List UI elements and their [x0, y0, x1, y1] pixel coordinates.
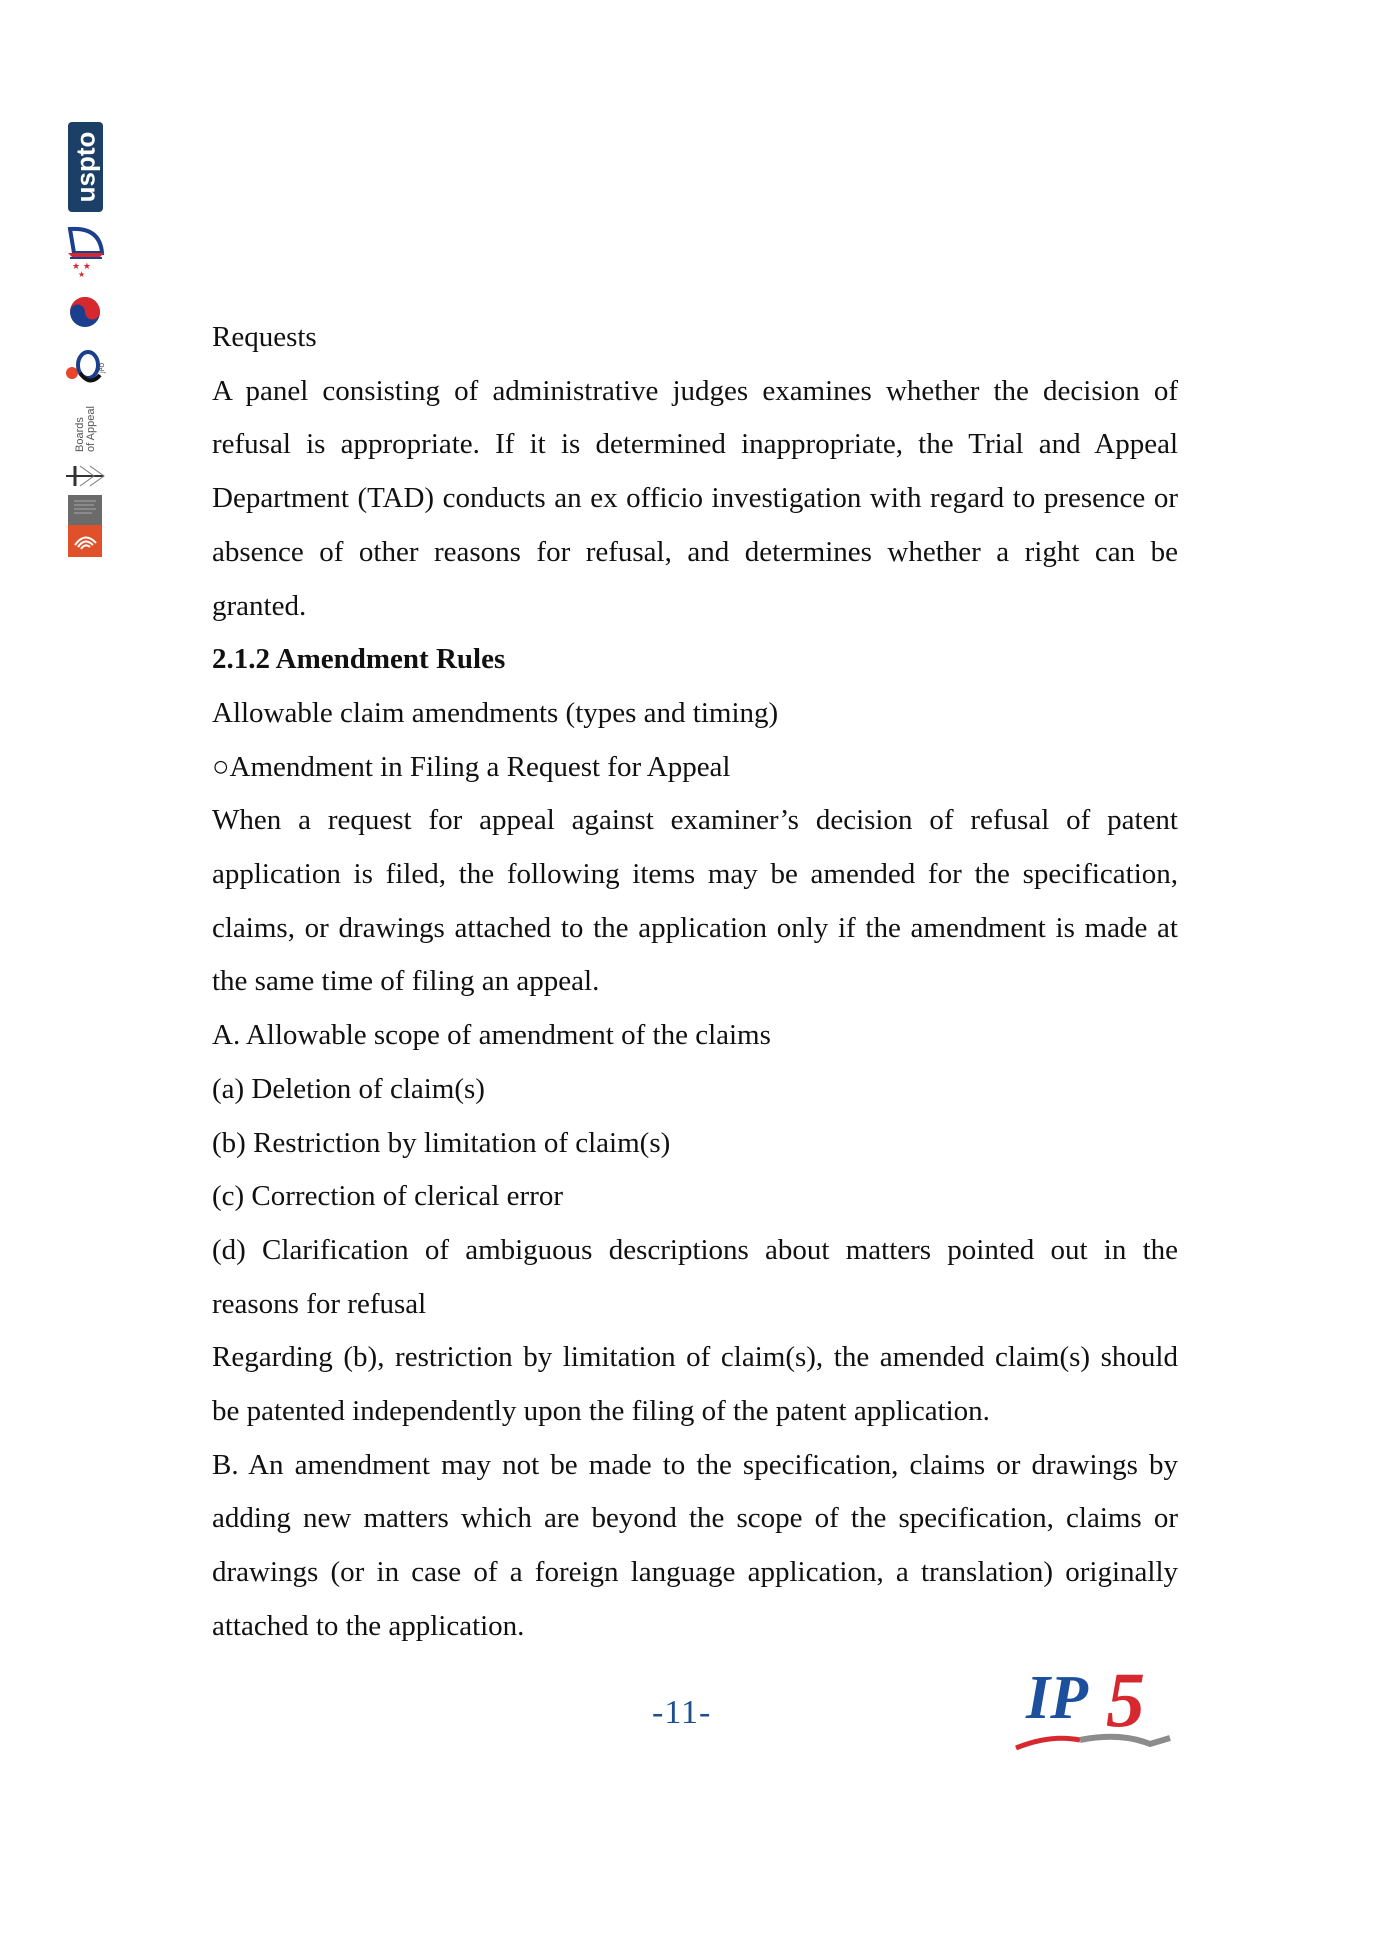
scales-of-justice-icon	[60, 460, 110, 492]
list-item: (d) Clarification of ambiguous descriptions about matters pointed out in the reasons for refusal	[212, 1233, 1178, 1320]
cnipa-logo-icon	[60, 223, 110, 279]
section-label-requests: Requests	[212, 321, 317, 353]
jpo-logo-icon	[60, 343, 110, 389]
svg-text:★ ★: ★ ★	[72, 262, 91, 272]
section-heading: 2.1.2 Amendment Rules	[212, 643, 506, 676]
list-item: (a) Deletion of claim(s)	[212, 1072, 485, 1105]
boards-of-appeal-line1: Boards	[74, 417, 86, 452]
intro-paragraph: When a request for appeal against examiner’s decision of refusal of patent application is filed, the following items may be amended for the specification, claims, or drawings attached to the application only if the amendment is made at the same time of filing an appeal.	[212, 804, 1178, 998]
kipo-logo-icon	[60, 292, 110, 332]
bullet-title: ○Amendment in Filing a Request for Appeal	[212, 750, 731, 783]
section-subtitle: Allowable claim amendments (types and timing)	[212, 696, 779, 729]
document-body	[212, 311, 1178, 1654]
boards-of-appeal-line2: of Appeal	[85, 406, 97, 452]
page-number: -11-	[652, 1694, 712, 1731]
jpo-label: JPO	[99, 362, 106, 373]
list-item: (c) Correction of clerical error	[212, 1180, 564, 1213]
boards-of-appeal-label	[66, 398, 106, 460]
ip5-offices-logo-strip	[60, 115, 110, 565]
ip5-logo-icon	[1010, 1648, 1190, 1758]
list-item: (b) Restriction by limitation of claim(s)	[212, 1126, 671, 1159]
panel-paragraph: A panel consisting of administrative judges examines whether the decision of refusal is appropriate. If it is determined inappropriate, the Trial and Appeal Department (TAD) conducts an ex officio investigation with regard to presence or absence of other reasons for refusal, and determines whether a right can be granted.	[212, 374, 1178, 622]
section-a-title: A. Allowable scope of amendment of the claims	[212, 1019, 771, 1052]
svg-text:★: ★	[78, 270, 86, 279]
uspto-logo-text: uspto	[70, 131, 100, 203]
euipo-logo-icon	[60, 495, 110, 557]
ip5-logo-text: IP	[1026, 1664, 1088, 1732]
section-b-paragraph: B. An amendment may not be made to the specification, claims or drawings by adding new matters which are beyond the scope of the specification, claims or drawings (or in case of a foreign language application, a translation) originally attached to the application.	[212, 1448, 1178, 1642]
regarding-paragraph: Regarding (b), restriction by limitation of claim(s), the amended claim(s) should be patented independently upon the filing of the patent application.	[212, 1341, 1178, 1428]
uspto-logo	[68, 122, 103, 212]
svg-text:5: 5	[1106, 1656, 1145, 1743]
